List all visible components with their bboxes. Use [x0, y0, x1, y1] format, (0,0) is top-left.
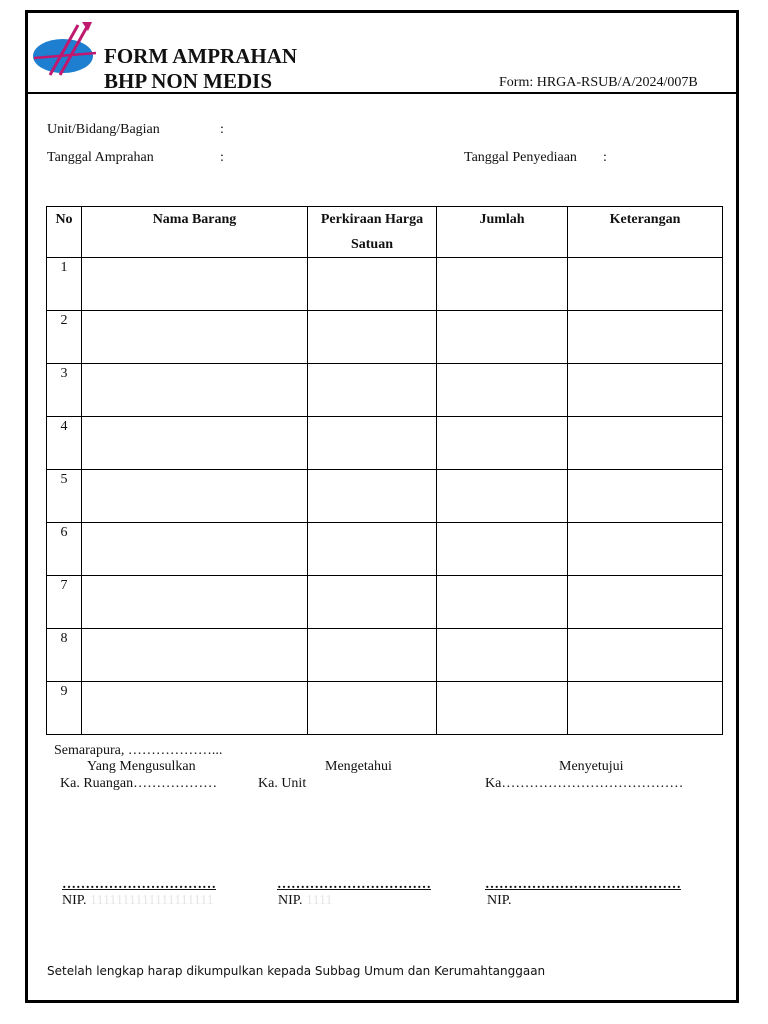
cell-jumlah[interactable]	[437, 364, 568, 417]
cell-keterangan[interactable]	[568, 523, 723, 576]
column-header-jumlah: Jumlah	[437, 207, 568, 258]
cell-nama-barang[interactable]	[82, 364, 308, 417]
nip-label: NIP.	[278, 893, 303, 908]
cell-no: 7	[47, 576, 82, 629]
cell-jumlah[interactable]	[437, 470, 568, 523]
place-date: Semarapura, ………………...	[54, 743, 223, 758]
hospital-logo-icon	[30, 20, 100, 78]
cell-keterangan[interactable]	[568, 258, 723, 311]
cell-nama-barang[interactable]	[82, 417, 308, 470]
cell-no: 5	[47, 470, 82, 523]
table-row	[47, 682, 723, 735]
table-row	[47, 417, 723, 470]
column-header-harga: Perkiraan Harga Satuan	[308, 207, 437, 258]
acknowledger-role: Ka. Unit	[258, 776, 307, 791]
cell-no: 8	[47, 629, 82, 682]
cell-jumlah[interactable]	[437, 417, 568, 470]
cell-harga[interactable]	[308, 470, 437, 523]
form-code: Form: HRGA-RSUB/A/2024/007B	[499, 75, 698, 90]
table-row	[47, 470, 723, 523]
cell-nama-barang[interactable]	[82, 523, 308, 576]
cell-harga[interactable]	[308, 311, 437, 364]
nip-proposer	[62, 893, 214, 909]
cell-harga[interactable]	[308, 576, 437, 629]
tanggal-penyediaan-colon: :	[603, 150, 607, 165]
form-title	[104, 44, 297, 94]
signature-line-approver: ……………………………………	[485, 877, 681, 892]
cell-nama-barang[interactable]	[82, 682, 308, 735]
signature-line-proposer: ……………………………	[62, 877, 216, 892]
cell-no: 1	[47, 258, 82, 311]
cell-keterangan[interactable]	[568, 364, 723, 417]
cell-jumlah[interactable]	[437, 523, 568, 576]
nip-label: NIP.	[487, 893, 512, 908]
table-row	[47, 258, 723, 311]
cell-keterangan[interactable]	[568, 576, 723, 629]
cell-jumlah[interactable]	[437, 629, 568, 682]
table-row	[47, 364, 723, 417]
nip-acknowledger	[278, 893, 332, 909]
form-title-line1: FORM AMPRAHAN	[104, 44, 298, 68]
approver-title: Menyetujui	[559, 759, 624, 774]
cell-keterangan[interactable]	[568, 629, 723, 682]
header-divider	[28, 92, 738, 94]
acknowledger-title: Mengetahui	[325, 759, 392, 774]
cell-harga[interactable]	[308, 417, 437, 470]
footer-note: Setelah lengkap harap dikumpulkan kepada Subbag Umum dan Kerumahtanggaan	[47, 964, 546, 978]
table-row	[47, 629, 723, 682]
proposer-role: Ka. Ruangan………………	[60, 776, 218, 791]
cell-jumlah[interactable]	[437, 682, 568, 735]
cell-keterangan[interactable]	[568, 470, 723, 523]
proposer-title: Yang Mengusulkan	[87, 759, 196, 774]
nip-approver	[487, 893, 512, 909]
cell-no: 6	[47, 523, 82, 576]
cell-harga[interactable]	[308, 364, 437, 417]
cell-nama-barang[interactable]	[82, 470, 308, 523]
cell-jumlah[interactable]	[437, 311, 568, 364]
table-header-row	[47, 207, 723, 258]
cell-keterangan[interactable]	[568, 417, 723, 470]
unit-colon: :	[220, 122, 224, 137]
cell-keterangan[interactable]	[568, 311, 723, 364]
column-header-no: No	[47, 207, 82, 258]
tanggal-amprahan-label: Tanggal Amprahan	[47, 150, 154, 165]
cell-nama-barang[interactable]	[82, 629, 308, 682]
cell-no: 2	[47, 311, 82, 364]
cell-keterangan[interactable]	[568, 682, 723, 735]
cell-harga[interactable]	[308, 682, 437, 735]
cell-jumlah[interactable]	[437, 576, 568, 629]
approver-role: Ka…………………………………	[485, 776, 684, 791]
signature-line-acknowledger: ……………………………	[277, 877, 431, 892]
cell-no: 4	[47, 417, 82, 470]
items-table	[46, 206, 723, 735]
cell-harga[interactable]	[308, 523, 437, 576]
nip-placeholder: 1111111111111111111	[90, 893, 214, 908]
nip-placeholder: 1111	[306, 893, 333, 908]
table-row	[47, 576, 723, 629]
tanggal-penyediaan-label: Tanggal Penyediaan	[464, 150, 577, 165]
cell-harga[interactable]	[308, 258, 437, 311]
tanggal-amprahan-colon: :	[220, 150, 224, 165]
cell-nama-barang[interactable]	[82, 311, 308, 364]
form-title-line2: BHP NON MEDIS	[104, 69, 273, 93]
cell-no: 3	[47, 364, 82, 417]
table-row	[47, 523, 723, 576]
nip-label: NIP.	[62, 893, 87, 908]
cell-jumlah[interactable]	[437, 258, 568, 311]
cell-harga[interactable]	[308, 629, 437, 682]
cell-no: 9	[47, 682, 82, 735]
cell-nama-barang[interactable]	[82, 576, 308, 629]
cell-nama-barang[interactable]	[82, 258, 308, 311]
column-header-keterangan: Keterangan	[568, 207, 723, 258]
column-header-nama-barang: Nama Barang	[82, 207, 308, 258]
unit-label: Unit/Bidang/Bagian	[47, 122, 160, 137]
table-row	[47, 311, 723, 364]
